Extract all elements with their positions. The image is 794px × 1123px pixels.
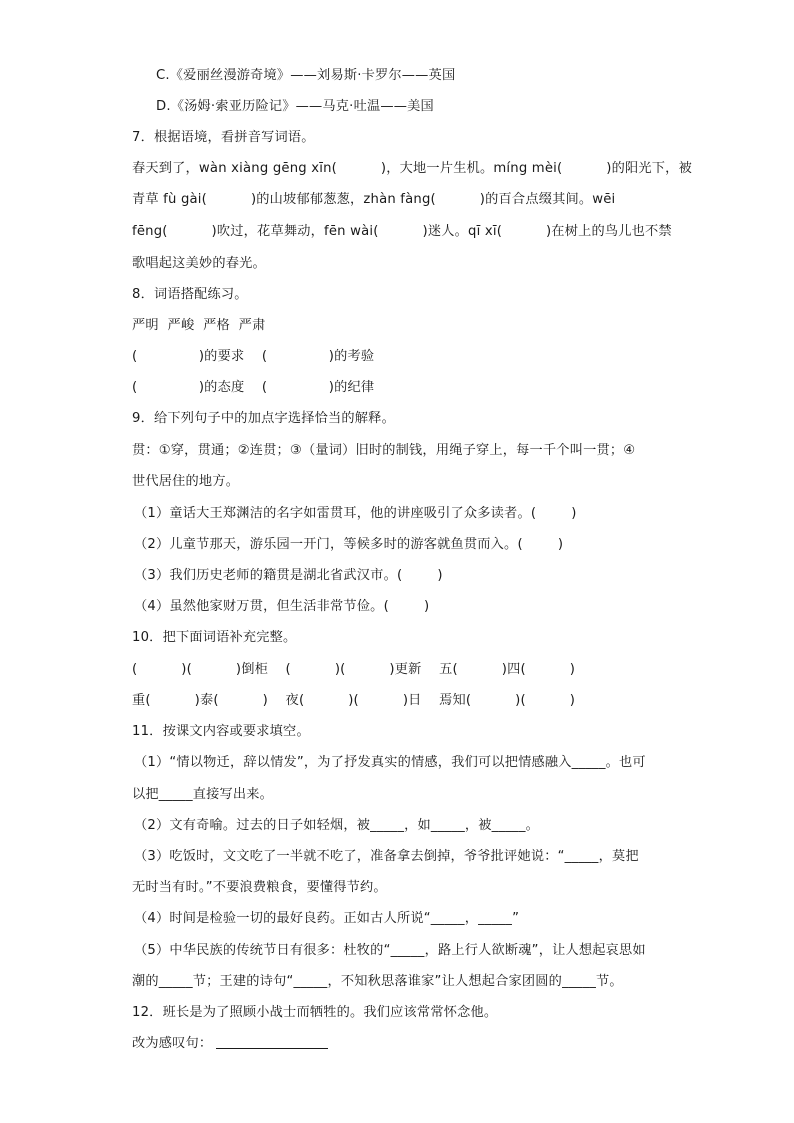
question-9-title: 9．给下列句子中的加点字选择恰当的解释。 <box>132 411 395 426</box>
q8-row-1: ( )的要求 ( )的考验 <box>132 349 375 364</box>
q9-item-2: （2）儿童节那天，游乐园一开门，等候多时的游客就鱼贯而入。( ) <box>134 537 564 552</box>
q7-text-line-4: 歌唱起这美妙的春光。 <box>132 256 266 271</box>
q11-item-5-line-1: （5）中华民族的传统节日有很多：杜牧的“_____，路上行人欲断魂”，让人想起哀思如 <box>134 943 646 958</box>
q9-item-1: （1）童话大王郑渊洁的名字如雷贯耳，他的讲座吸引了众多读者。( ) <box>134 506 577 521</box>
question-11-title: 11．按课文内容或要求填空。 <box>132 724 310 739</box>
q10-row-2: 重( )泰( ) 夜( )( )日 焉知( )( ) <box>132 693 576 708</box>
option-d: D.《汤姆·索亚历险记》——马克·吐温——美国 <box>156 99 434 114</box>
q9-item-4: （4）虽然他家财万贯，但生活非常节俭。( ) <box>134 599 430 614</box>
question-8-title: 8．词语搭配练习。 <box>132 287 248 302</box>
q7-text-line-1: 春天到了，wàn xiàng gēng xīn( )，大地一片生机。míng mèi( )的阳光下，被 <box>132 161 692 176</box>
question-12-title: 12．班长是为了照顾小战士而牺牲的。我们应该常常怀念他。 <box>132 1005 498 1020</box>
q12-answer-blank[interactable] <box>216 1034 328 1049</box>
q9-item-3: （3）我们历史老师的籍贯是湖北省武汉市。( ) <box>134 568 443 583</box>
q11-item-2: （2）文有奇喻。过去的日子如轻烟，被_____，如_____，被_____。 <box>134 818 540 833</box>
q12-answer-label: 改为感叹句： <box>132 1036 213 1051</box>
q11-item-3-line-1: （3）吃饭时，文文吃了一半就不吃了，准备拿去倒掉，爷爷批评她说：“_____，莫把 <box>134 849 639 864</box>
option-c: C.《爱丽丝漫游奇境》——刘易斯·卡罗尔——英国 <box>156 68 456 83</box>
q11-item-5-line-2: 潮的_____节；王建的诗句“_____，不知秋思落谁家”让人想起合家团圆的_____节。 <box>132 974 623 989</box>
q12-answer-prompt <box>132 1034 328 1054</box>
q11-item-4: （4）时间是检验一切的最好良药。正如古人所说“_____，_____” <box>134 911 520 926</box>
q8-row-2: ( )的态度 ( )的纪律 <box>132 380 375 395</box>
question-7-title: 7．根据语境，看拼音写词语。 <box>132 130 315 145</box>
q11-item-1-line-2: 以把_____直接写出来。 <box>132 787 274 802</box>
q9-definition-line-1: 贯：①穿，贯通；②连贯；③（量词）旧时的制钱，用绳子穿上，每一千个叫一贯；④ <box>132 443 636 458</box>
q8-word-bank: 严明 严峻 严格 严肃 <box>132 318 266 333</box>
q9-definition-line-2: 世代居住的地方。 <box>132 474 240 489</box>
question-10-title: 10．把下面词语补充完整。 <box>132 630 297 645</box>
q10-row-1: ( )( )倒柜 ( )( )更新 五( )四( ) <box>132 662 576 677</box>
q11-item-1-line-1: （1）“情以物迁，辞以情发”，为了抒发真实的情感，我们可以把情感融入_____。也可 <box>134 755 646 770</box>
q7-text-line-3: fēng( )吹过，花草舞动，fēn wài( )迷人。qī xī( )在树上的鸟儿也不禁 <box>132 224 672 239</box>
q11-item-3-line-2: 无时当有时。”不要浪费粮食，要懂得节约。 <box>132 880 387 895</box>
q7-text-line-2: 青草 fù gài( )的山坡郁郁葱葱，zhàn fàng( )的百合点缀其间。wēi <box>132 192 616 207</box>
